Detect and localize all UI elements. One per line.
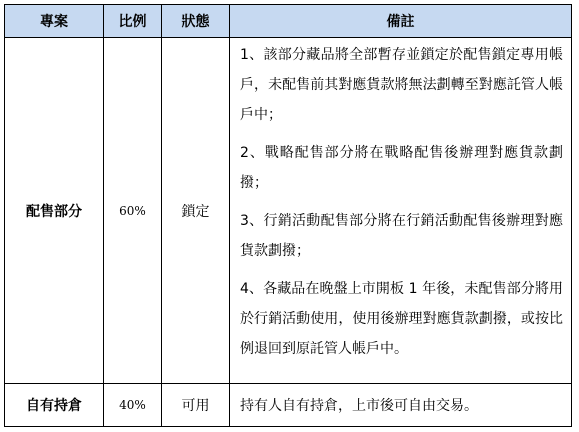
row-status: 鎖定: [162, 38, 230, 384]
row-ratio: 60%: [104, 38, 162, 384]
remark-item: 3、行銷活動配售部分將在行銷活動配售後辦理對應貨款劃撥；: [240, 213, 563, 259]
row-remarks: 持有人自有持倉，上市後可自由交易。: [230, 384, 572, 427]
remark-item: 4、各藏品在晚盤上市開板 1 年後，未配售部分將用於行銷活動使用，使用後辦理對應貨款劃撥，或按比例退回到原託管人帳戶中。: [240, 281, 563, 357]
header-project: 專案: [5, 5, 104, 38]
row-project: 配售部分: [5, 38, 104, 384]
allocation-table: [4, 4, 572, 427]
header-remarks: 備註: [230, 5, 572, 38]
remark-item: 2、戰略配售部分將在戰略配售後辦理對應貨款劃撥；: [240, 145, 563, 191]
header-ratio: 比例: [104, 5, 162, 38]
remark-item: 1、該部分藏品將全部暫存並鎖定於配售鎖定專用帳戶，未配售前其對應貨款將無法劃轉至對應託管人帳戶中；: [240, 47, 563, 123]
row-status: 可用: [162, 384, 230, 427]
table-row: [5, 384, 572, 427]
row-remarks: [230, 38, 572, 384]
row-project: 自有持倉: [5, 384, 104, 427]
row-ratio: 40%: [104, 384, 162, 427]
table-row: [5, 38, 572, 384]
header-status: 狀態: [162, 5, 230, 38]
table-header-row: [5, 5, 572, 38]
